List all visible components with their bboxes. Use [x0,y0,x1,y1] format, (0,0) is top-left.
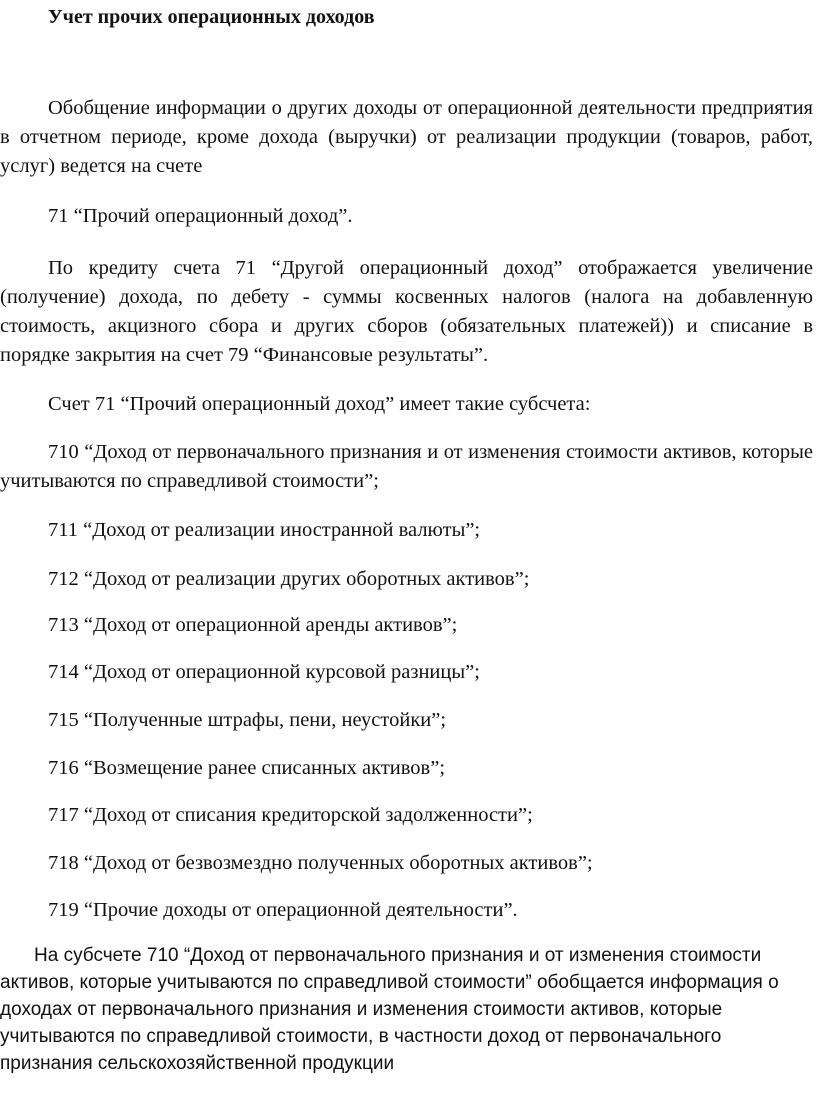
intro-paragraph: Обобщение информации о других доходы от операционной деятельности предприятия в отчетном периоде, кроме дохода (выручки) от реализации продукции (товаров, работ, услуг) ведется на счете [0,97,813,177]
subaccount-710: 710 “Доход от первоначального признания и от изменения стоимости активов, которые учитываются по справедливой стоимости”; [0,441,813,492]
account-71-line: 71 “Прочий операционный доход”. [48,205,353,227]
closing-paragraph: На субсчете 710 “Доход от первоначального признания и от изменения стоимости активов, которые учитываются по справедливой стоимости” обобщается информация о доходах от первоначального признания и изменения стоимости активов, которые учитываются по справедливой стоимости, в частности доход от первоначального признания сельскохозяйственной продукции [0,945,779,1074]
subaccount-713: 713 “Доход от операционной аренды активов”; [48,614,458,636]
subaccount-714: 714 “Доход от операционной курсовой разницы”; [48,661,480,683]
subaccount-717: 717 “Доход от списания кредиторской задолженности”; [48,804,533,826]
subaccount-711: 711 “Доход от реализации иностранной валюты”; [48,519,481,541]
subaccounts-intro: Счет 71 “Прочий операционный доход” имеет такие субсчета: [48,393,591,415]
subaccount-718: 718 “Доход от безвозмездно полученных оборотных активов”; [48,852,593,874]
credit-debit-paragraph: По кредиту счета 71 “Другой операционный доход” отображается увеличение (получение) дохода, по дебету - суммы косвенных налогов (налога на добавленную стоимость, акцизного сбора и других сборов (обязательных платежей)) и списание в порядке закрытия на счет 79 “Финансовые результаты”. [0,257,813,366]
subaccount-716: 716 “Возмещение ранее списанных активов”; [48,757,446,779]
subaccount-719: 719 “Прочие доходы от операционной деятельности”. [48,899,518,921]
document-title: Учет прочих операционных доходов [48,6,375,28]
subaccount-712: 712 “Доход от реализации других оборотных активов”; [48,568,530,590]
subaccount-715: 715 “Полученные штрафы, пени, неустойки”; [48,709,447,731]
